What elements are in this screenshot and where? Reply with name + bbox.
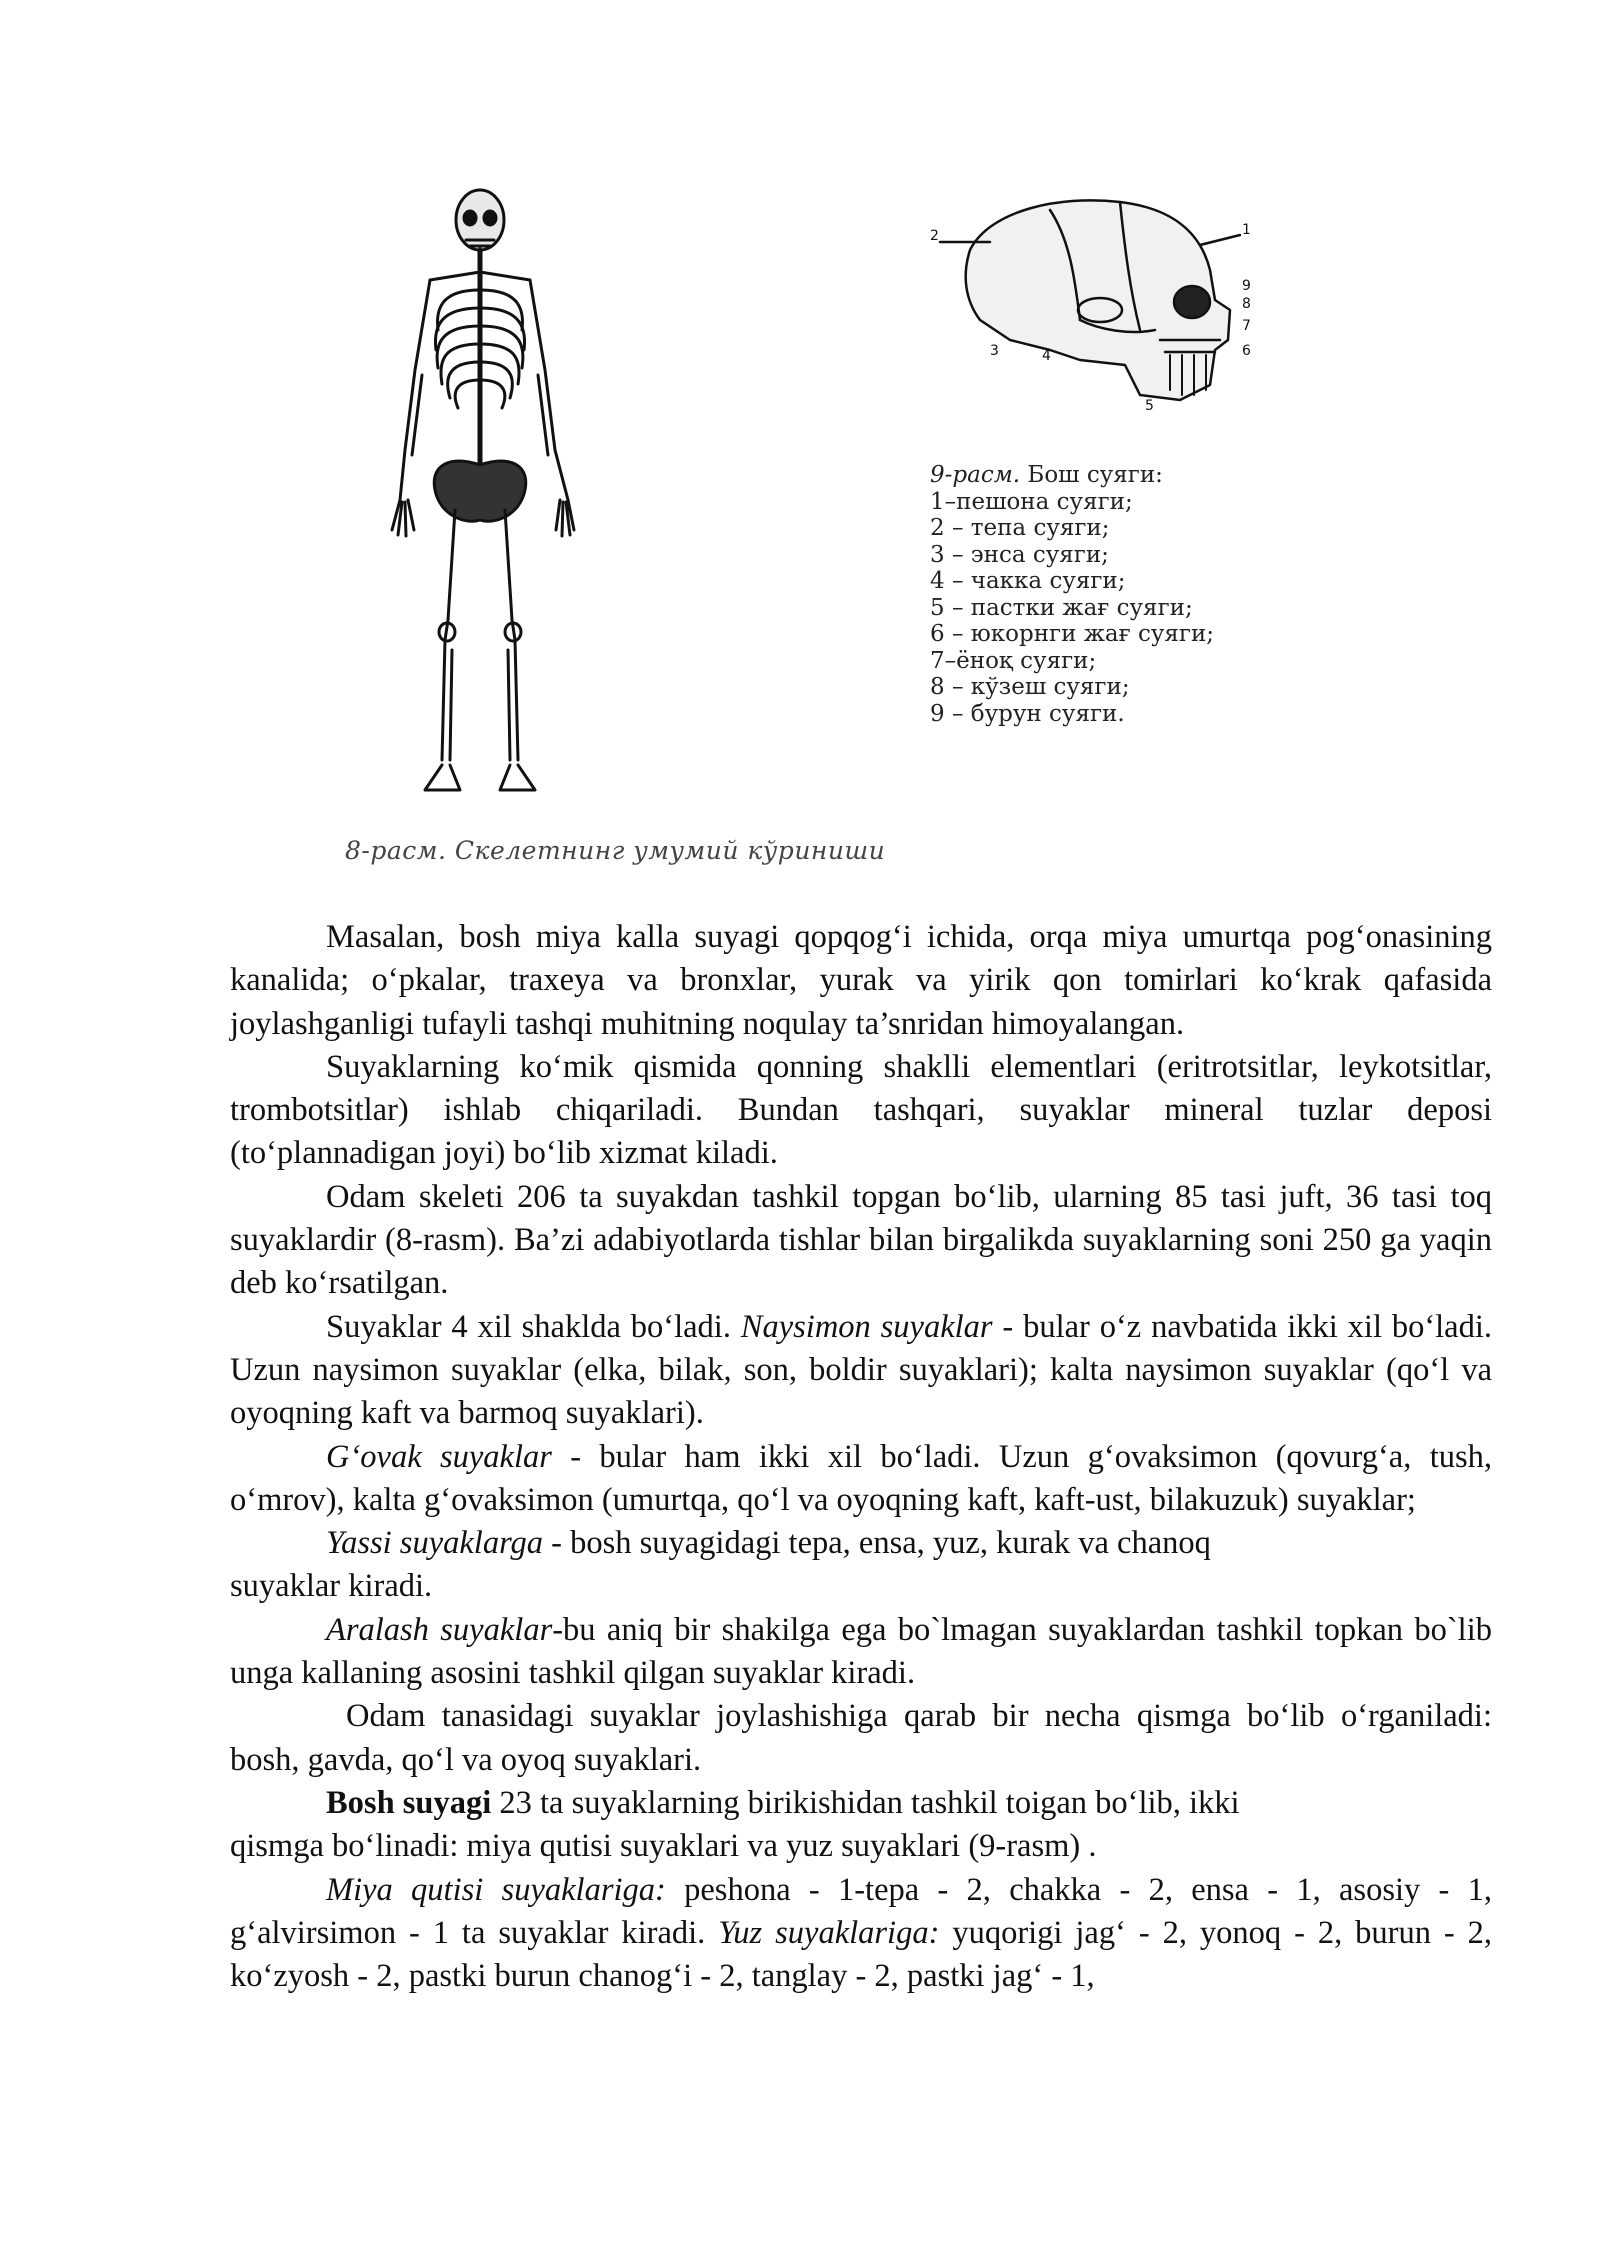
body-text bbox=[230, 916, 1492, 1998]
skull-caption-item: 4 – чакка суяги; bbox=[930, 568, 1126, 594]
skull-caption-item: 3 – энса суяги; bbox=[930, 541, 1109, 568]
paragraph: Aralash suyaklar-bu aniq bir shakilga ega bo`lmagan suyaklardan tashkil topkan bo`lib unga kallaning asosini tashkil qilgan suyaklar kiradi. bbox=[230, 1611, 1492, 1692]
skull-caption-item: 5 – пастки жағ суяги; bbox=[930, 594, 1193, 621]
paragraph: Odam skeleti 206 ta suyakdan tashkil topgan bo‘lib, ularning 85 tasi juft, 36 tasi toq suyaklardir (8-rasm). Ba’zi adabiyotlarda tishlar bilan birgalikda suyaklarning soni 250 ga yaqin deb ko‘rsatilgan. bbox=[230, 1178, 1492, 1302]
skull-label: 9 bbox=[1242, 278, 1251, 294]
skull-caption-item: 6 – юкорнги жағ суяги; bbox=[930, 621, 1215, 647]
paragraph: Masalan, bosh miya kalla suyagi qopqog‘i ichida, orqa miya umurtqa pog‘onasining kanalida; o‘pkalar, traxeya va bronxlar, yurak va yirik qon tomirlari ko‘krak qafasida joylashganligi tufayli tashqi muhitning noqulay ta’snridan himoyalangan. bbox=[230, 919, 1492, 1042]
skull-figure bbox=[930, 190, 1260, 420]
skull-label: 5 bbox=[1145, 398, 1154, 414]
paragraph: Miya qutisi suyaklariga: peshona - 1-tepa - 2, chakka - 2, ensa - 1, asosiy - 1, g‘alvirsimon - 1 ta suyaklar kiradi. Yuz suyaklariga: yuqorigi jag‘ - 2, yonoq - 2, burun - 2, ko‘zyosh - 2, pastki burun chanog‘i - 2, tanglay - 2, pastki jag‘ - 1, bbox=[230, 1871, 1492, 1995]
skull-caption-item: 9 – бурун суяги. bbox=[930, 700, 1125, 727]
skull-label: 1 bbox=[1242, 222, 1251, 238]
term-aralash: Aralash suyaklar bbox=[326, 1611, 553, 1648]
paragraph-continuation: qismga bo‘linadi: miya qutisi suyaklari va yuz suyaklari (9-rasm) . bbox=[230, 1828, 1097, 1865]
skull-label: 3 bbox=[990, 343, 999, 359]
skull-label: 8 bbox=[1242, 296, 1251, 312]
skull-caption-item: 1–пешона суяги; bbox=[930, 488, 1133, 515]
term-yuz-suyaklari: Yuz suyaklariga: bbox=[718, 1914, 940, 1951]
term-govak: G‘ovak suyaklar bbox=[326, 1438, 552, 1475]
paragraph: Odam tanasidagi suyaklar joylashishiga qarab bir necha qismga bo‘lib o‘rganiladi: bosh, gavda, qo‘l va oyoq suyaklari. bbox=[230, 1698, 1492, 1778]
term-bosh-suyagi: Bosh suyagi bbox=[326, 1784, 492, 1821]
term-naysimon: Naysimon suyaklar bbox=[740, 1308, 993, 1345]
term-yassi: Yassi suyaklarga bbox=[326, 1525, 544, 1562]
skull-caption-item: 8 – кўзеш суяги; bbox=[930, 674, 1130, 700]
skull-label: 4 bbox=[1042, 348, 1051, 364]
skull-caption-title: 9-расм. Бош суяги: bbox=[930, 462, 1163, 488]
term-miya-qutisi: Miya qutisi suyaklariga: bbox=[326, 1871, 666, 1908]
paragraph: Suyaklar 4 xil shaklda bo‘ladi. Naysimon suyaklar - bular o‘z navbatida ikki xil bo‘ladi. Uzun naysimon suyaklar (elka, bilak, son, boldir suyaklari); kalta naysimon suyaklar (qo‘l va oyoqning kaft va barmoq suyaklari). bbox=[230, 1308, 1493, 1432]
skeleton-figure-caption: 8-расм. Скелетнинг умумий кўриниши bbox=[345, 836, 886, 865]
skull-caption-item: 2 – тепа суяги; bbox=[930, 515, 1110, 541]
skull-label: 7 bbox=[1242, 318, 1251, 334]
skull-figure-caption bbox=[930, 462, 1214, 727]
paragraph: Bosh suyagi 23 ta suyaklarning birikishidan tashkil toigan bo‘lib, ikki bbox=[326, 1784, 1240, 1821]
paragraph: Suyaklarning ko‘mik qismida qonning shaklli elementlari (eritrotsitlar, leykotsitlar, trombotsitlar) ishlab chiqariladi. Bundan tashqari, suyaklar mineral tuzlar deposi (to‘plannadigan joyi) bo‘lib xizmat kiladi. bbox=[230, 1048, 1492, 1172]
skull-caption-item: 7–ёноқ суяги; bbox=[930, 647, 1097, 674]
skeleton-figure bbox=[330, 180, 630, 830]
skull-label: 6 bbox=[1242, 343, 1251, 359]
paragraph: Yassi suyaklarga - bosh suyagidagi tepa, ensa, yuz, kurak va chanoq bbox=[326, 1525, 1211, 1562]
paragraph: G‘ovak suyaklar - bular ham ikki xil bo‘ladi. Uzun g‘ovaksimon (qovurg‘a, tush, o‘mrov), kalta g‘ovaksimon (umurtqa, qo‘l va oyoqning kaft, kaft-ust, bilakuzuk) suyaklar; bbox=[230, 1438, 1492, 1518]
skull-label: 2 bbox=[930, 228, 939, 244]
paragraph-continuation: suyaklar kiradi. bbox=[230, 1568, 433, 1605]
